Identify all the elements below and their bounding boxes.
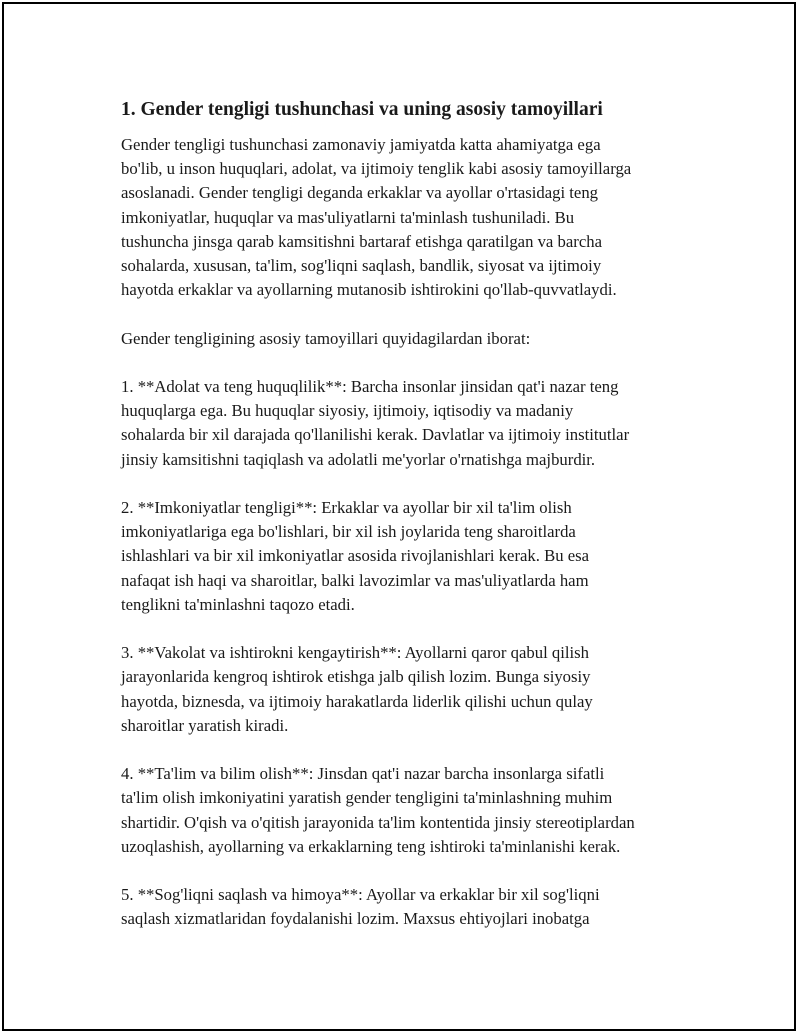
text-line: imkoniyatlariga ega bo'lishlari, bir xil ish joylarida teng sharoitlarda [121, 522, 576, 542]
principle-item-3 [121, 641, 701, 738]
text-line: bo'lib, u inson huquqlari, adolat, va ijtimoiy tenglik kabi asosiy tamoyillarga [121, 159, 632, 179]
text-line: sharoitlar yaratish kiradi. [121, 715, 289, 735]
intro-paragraph [121, 133, 701, 302]
text-line: imkoniyatlar, huquqlar va mas'uliyatlarni ta'minlash tushuniladi. Bu [121, 207, 575, 227]
text-line: tenglikni ta'minlashni taqozo etadi. [121, 594, 355, 614]
text-line: uzoqlashish, ayollarning va erkaklarning teng ishtiroki ta'minlanishi kerak. [121, 836, 621, 856]
text-line: tushuncha jinsga qarab kamsitishni bartaraf etishga qaratilgan va barcha [121, 231, 602, 251]
text-line: ta'lim olish imkoniyatini yaratish gender tengligini ta'minlashning muhim [121, 788, 613, 808]
text-line: 1. **Adolat va teng huquqlilik**: Barcha insonlar jinsidan qat'i nazar teng [121, 377, 619, 396]
text-line: ishlashlari va bir xil imkoniyatlar asosida rivojlanishlari kerak. Bu esa [121, 546, 590, 566]
text-line: 2. **Imkoniyatlar tengligi**: Erkaklar va ayollar bir xil ta'lim olish [121, 498, 572, 517]
principle-item-1 [121, 375, 701, 472]
text-line: Gender tengligining asosiy tamoyillari quyidagilardan iborat: [121, 328, 531, 348]
text-line: huquqlarga ega. Bu huquqlar siyosiy, ijtimoiy, iqtisodiy va madaniy [121, 401, 574, 421]
principle-item-5 [121, 883, 701, 931]
document-page [2, 2, 796, 1031]
text-line: asoslanadi. Gender tengligi deganda erkaklar va ayollar o'rtasidagi teng [121, 183, 599, 203]
principle-item-2 [121, 496, 701, 617]
text-line: jarayonlarida kengroq ishtirok etishga jalb qilish lozim. Bunga siyosiy [121, 667, 591, 687]
text-line: 3. **Vakolat va ishtirokni kengaytirish**: Ayollarni qaror qabul qilish [121, 643, 589, 663]
principles-intro-paragraph [121, 327, 701, 351]
principle-item-4 [121, 762, 701, 859]
text-line: 5. **Sog'liqni saqlash va himoya**: Ayollar va erkaklar bir xil sog'liqni [121, 885, 600, 905]
text-line: sohalarda bir xil darajada qo'llanilishi kerak. Davlatlar va ijtimoiy institutlar [121, 425, 630, 445]
document-body [121, 97, 701, 956]
text-line: 4. **Ta'lim va bilim olish**: Jinsdan qat'i nazar barcha insonlarga sifatli [121, 764, 605, 784]
section-heading: 1. Gender tengligi tushunchasi va uning asosiy tamoyillari [121, 99, 603, 120]
text-line: saqlash xizmatlaridan foydalanishi lozim. Maxsus ehtiyojlari inobatga [121, 909, 590, 929]
text-line: sohalarda, xususan, ta'lim, sog'liqni saqlash, bandlik, siyosat va ijtimoiy [121, 256, 602, 276]
text-line: shartidir. O'qish va o'qitish jarayonida ta'lim kontentida jinsiy stereotiplardan [121, 812, 635, 832]
text-line: hayotda, biznesda, va ijtimoiy harakatlarda liderlik qilishi uchun qulay [121, 691, 593, 711]
text-line: nafaqat ish haqi va sharoitlar, balki lavozimlar va mas'uliyatlarda ham [121, 570, 589, 590]
text-line: hayotda erkaklar va ayollarning mutanosib ishtirokini qo'llab-quvvatlaydi. [121, 280, 617, 300]
text-line: Gender tengligi tushunchasi zamonaviy jamiyatda katta ahamiyatga ega [121, 135, 601, 154]
text-line: jinsiy kamsitishni taqiqlash va adolatli me'yorlar o'rnatishga majburdir. [121, 449, 596, 469]
